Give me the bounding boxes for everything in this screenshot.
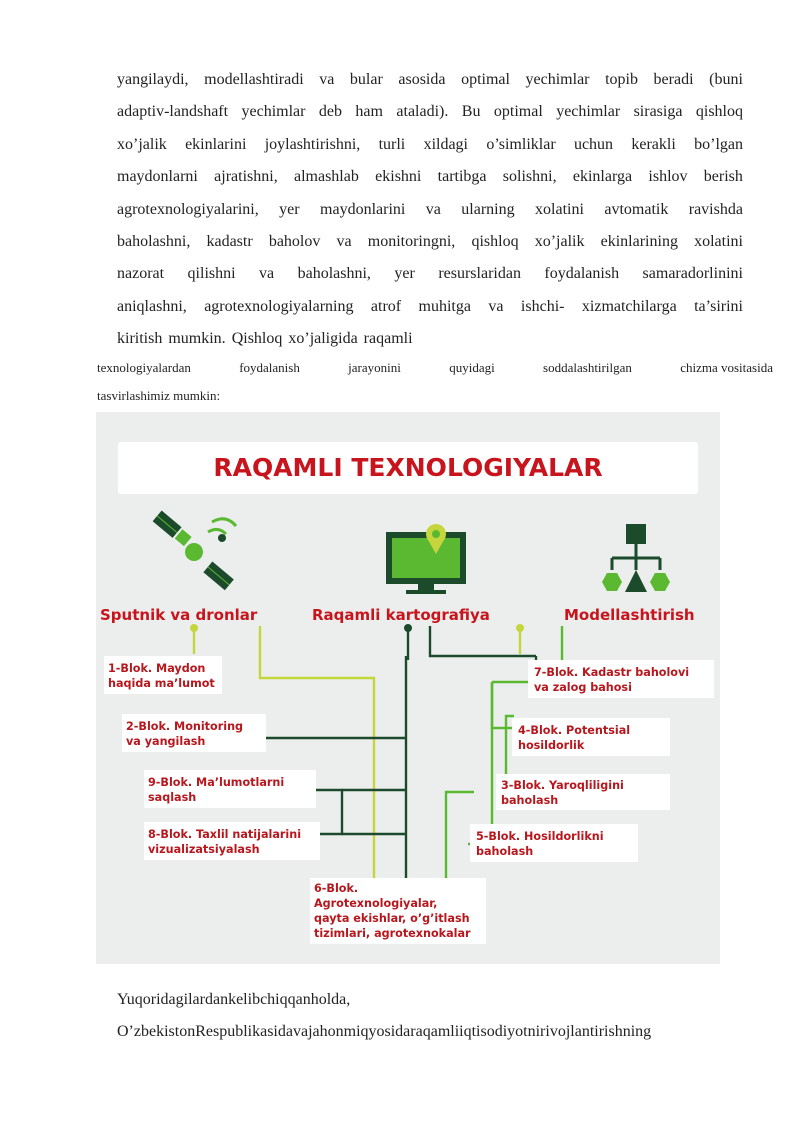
word: ta’sirini (694, 297, 743, 315)
word: agrotexnologiyalarning (204, 297, 354, 315)
block-1 (104, 656, 222, 694)
word: resurslaridan (438, 265, 521, 283)
word: va (336, 232, 352, 250)
word: beradi (653, 71, 694, 88)
word: maydonlarni (117, 168, 198, 186)
svg-text:3-Blok. Yaroqliligini: 3-Blok. Yaroqliligini (501, 779, 624, 792)
word: yechimlar (241, 103, 306, 121)
word: almashlab (293, 168, 359, 186)
digital-technologies-diagram (96, 412, 720, 964)
paragraph-line (117, 323, 743, 355)
svg-text:5-Blok. Hosildorlikni: 5-Blok. Hosildorlikni (476, 830, 604, 843)
category-modelling: Modellashtirish (564, 606, 695, 624)
word: nazorat (117, 265, 165, 283)
word: baholov (268, 232, 321, 250)
word: solishni, (502, 168, 557, 186)
word: avtomatik (604, 200, 669, 218)
word: ham (355, 103, 383, 121)
closing-line-1: Yuqoridagilardankelibchiqqanholda, (117, 991, 351, 1008)
svg-text:baholash: baholash (501, 794, 559, 807)
word: raqamli (363, 330, 413, 348)
category-sputnik: Sputnik va dronlar (100, 606, 258, 624)
hierarchy-icon (602, 524, 670, 592)
word: turli (378, 135, 406, 153)
block-3 (496, 774, 670, 810)
word: chizma vositasida (680, 360, 773, 375)
word: kerakli (631, 135, 676, 153)
svg-text:baholash: baholash (476, 845, 534, 858)
svg-text:hosildorlik: hosildorlik (518, 739, 585, 752)
word: atrof (370, 297, 402, 315)
word: monitoringni, (367, 232, 456, 250)
word: ataladi). (396, 103, 449, 121)
svg-text:1-Blok. Maydon: 1-Blok. Maydon (108, 662, 206, 675)
word: samaradorlinini (642, 265, 743, 283)
word: ekishni (375, 168, 422, 186)
word: qilishni (187, 265, 236, 283)
paragraph-line (117, 129, 743, 161)
svg-text:vizualizatsiyalash: vizualizatsiyalash (148, 843, 260, 856)
word: tartibga (437, 168, 487, 186)
category-cartography: Raqamli kartografiya (312, 606, 490, 624)
small-text-line-2: tasvirlashimiz mumkin: (97, 388, 221, 403)
word: quyidagi (449, 360, 495, 375)
block-8 (144, 822, 320, 860)
word: va (259, 265, 275, 283)
word: yechimlar (556, 103, 621, 121)
word: ekinlarini (185, 135, 247, 153)
word: yechimlar (525, 71, 590, 88)
svg-text:9-Blok. Ma’lumotlarni: 9-Blok. Ma’lumotlarni (148, 776, 285, 789)
word: muhitga (418, 297, 471, 315)
svg-text:6-Blok.: 6-Blok. (314, 882, 359, 895)
word: deb (318, 103, 342, 121)
satellite-icon (153, 510, 236, 590)
word: va (488, 297, 504, 315)
block-7 (528, 660, 714, 698)
word: qishloq (695, 103, 743, 121)
word: xo’jalik (534, 232, 585, 250)
word: ajratishni, (214, 168, 278, 186)
word: qishloq (471, 232, 519, 250)
word: sirasiga (633, 103, 683, 121)
paragraph-line (117, 64, 743, 96)
word: xo’jaligida (288, 330, 358, 348)
word: xolatini (535, 200, 584, 218)
word: yer (279, 200, 300, 218)
svg-text:2-Blok. Monitoring: 2-Blok. Monitoring (126, 720, 244, 733)
word: xo’jalik (117, 135, 167, 153)
word: joylashtirishni, (264, 135, 361, 153)
word: yer (394, 265, 415, 283)
block-9 (144, 770, 316, 808)
svg-text:4-Blok. Potentsial: 4-Blok. Potentsial (518, 724, 631, 737)
word: Bu (461, 103, 481, 121)
svg-text:8-Blok. Taxlil natijalarini: 8-Blok. Taxlil natijalarini (148, 828, 302, 841)
svg-text:va zalog bahosi: va zalog bahosi (534, 681, 632, 694)
word: foydalanish (544, 265, 620, 283)
svg-text:7-Blok. Kadastr baholovi: 7-Blok. Kadastr baholovi (534, 666, 690, 679)
diagram-title: RAQAMLI TEXNOLOGIYALAR (213, 453, 603, 482)
word: o’simliklar (486, 135, 556, 153)
word: baholashni, (117, 232, 191, 250)
block-2 (122, 714, 266, 752)
svg-text:qayta ekishlar, o’g’itlash: qayta ekishlar, o’g’itlash (314, 912, 470, 925)
word: baholashni, (297, 265, 371, 283)
word: kadastr (206, 232, 253, 250)
word: ularning (461, 200, 515, 218)
paragraph-line (117, 291, 743, 323)
block-5 (470, 824, 638, 862)
word: agrotexnologiyalarini, (117, 200, 259, 218)
diagram-canvas (96, 412, 720, 964)
svg-text:va yangilash: va yangilash (126, 735, 206, 748)
map-monitor-icon (386, 524, 466, 594)
word: va (319, 71, 335, 88)
paragraph-line (117, 96, 743, 128)
word: ishchi- (520, 297, 565, 315)
word: uchun (573, 135, 614, 153)
word: kiritish (117, 330, 163, 348)
word: texnologiyalardan (97, 360, 191, 375)
word: aniqlashni, (117, 297, 187, 315)
word: optimal (461, 71, 510, 88)
small-text-line-1 (97, 358, 773, 378)
word: bular (349, 71, 383, 88)
word: Qishloq (231, 330, 283, 348)
word: yangilaydi, (117, 71, 189, 88)
paragraph-line (117, 258, 743, 290)
word: adaptiv-landshaft (117, 103, 229, 121)
block-4 (512, 718, 670, 756)
word: jarayonini (348, 360, 401, 375)
word: ishlov (648, 168, 688, 186)
word: soddalashtirilgan (543, 360, 632, 375)
word: xolatini (694, 232, 743, 250)
word: modellashtiradi (204, 71, 304, 88)
word: ekinlarga (572, 168, 633, 186)
word: maydonlarini (320, 200, 406, 218)
svg-text:haqida ma’lumot: haqida ma’lumot (108, 677, 215, 690)
paragraph-line (117, 226, 743, 258)
word: asosida (398, 71, 446, 88)
word: (buni (709, 71, 743, 88)
body-paragraph (117, 64, 743, 356)
word: va (425, 200, 441, 218)
word: berish (703, 168, 743, 186)
svg-text:Agrotexnologiyalar,: Agrotexnologiyalar, (314, 897, 438, 910)
paragraph-line (117, 194, 743, 226)
closing-line-2: O’zbekistonRespublikasidavajahonmiqyosidaraqamliiqtisodiyotnirivojlantirishning (117, 1023, 652, 1040)
word: ekinlarining (600, 232, 678, 250)
word: bo’lgan (694, 135, 743, 153)
block-6 (310, 878, 486, 944)
svg-text:saqlash: saqlash (148, 791, 197, 804)
word: optimal (493, 103, 543, 121)
paragraph-line (117, 161, 743, 193)
word: xizmatchilarga (581, 297, 677, 315)
svg-text:tizimlari, agrotexnokalar: tizimlari, agrotexnokalar (314, 927, 471, 940)
word: ravishda (688, 200, 743, 218)
word: xildagi (423, 135, 468, 153)
word: topib (605, 71, 638, 88)
word: mumkin. (168, 330, 226, 348)
word: foydalanish (239, 360, 300, 375)
